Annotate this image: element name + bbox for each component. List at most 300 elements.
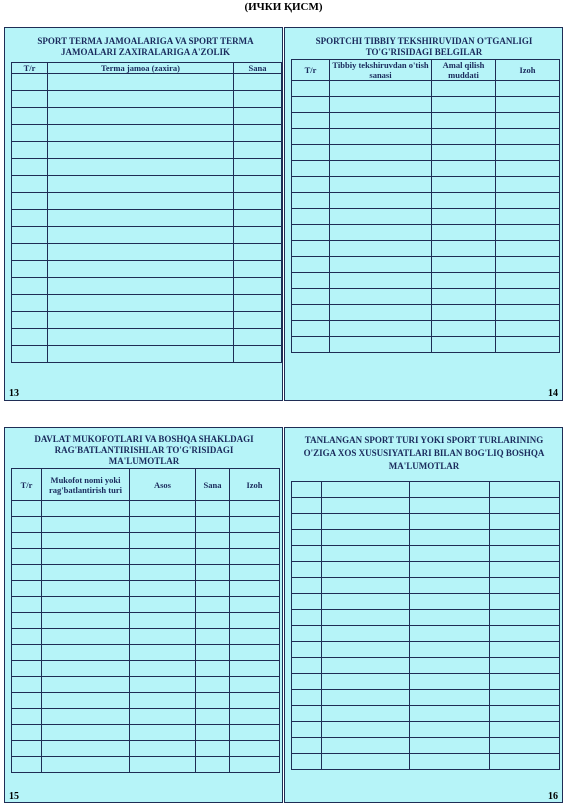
table-cell <box>42 565 130 581</box>
table-row <box>292 722 560 738</box>
table-cell <box>12 159 48 176</box>
col-header-tr: T/r <box>12 469 42 501</box>
table-row <box>292 289 560 305</box>
table-cell <box>330 337 432 353</box>
table-cell <box>42 629 130 645</box>
table-cell <box>292 81 330 97</box>
table-cell <box>48 227 234 244</box>
table-cell <box>432 241 496 257</box>
table-cell <box>292 514 322 530</box>
col-header-award: Mukofot nomi yoki rag'batlantirish turi <box>42 469 130 501</box>
table-cell <box>496 225 560 241</box>
table-row <box>12 533 280 549</box>
table-row <box>292 81 560 97</box>
table-cell <box>292 177 330 193</box>
table-cell <box>234 91 282 108</box>
table-row <box>292 546 560 562</box>
table-cell <box>432 145 496 161</box>
table-row <box>292 337 560 353</box>
table-row <box>12 613 280 629</box>
table-cell <box>490 626 560 642</box>
table-cell <box>234 193 282 210</box>
table-cell <box>234 227 282 244</box>
table-row <box>292 97 560 113</box>
table-row <box>12 91 282 108</box>
table-cell <box>292 706 322 722</box>
table-cell <box>234 278 282 295</box>
table-cell <box>48 142 234 159</box>
table-cell <box>234 312 282 329</box>
table-cell <box>292 738 322 754</box>
table-cell <box>330 97 432 113</box>
table-cell <box>322 722 410 738</box>
table-cell <box>322 482 410 498</box>
table-row <box>12 329 282 346</box>
table-cell <box>432 289 496 305</box>
table-cell <box>42 661 130 677</box>
table-cell <box>292 305 330 321</box>
table-cell <box>410 626 490 642</box>
table-cell <box>322 514 410 530</box>
table-cell <box>292 658 322 674</box>
table-cell <box>12 693 42 709</box>
table-cell <box>42 597 130 613</box>
table-cell <box>292 225 330 241</box>
table-cell <box>292 129 330 145</box>
table-cell <box>292 530 322 546</box>
table-cell <box>230 581 280 597</box>
table-row <box>12 176 282 193</box>
table-cell <box>130 693 196 709</box>
table-cell <box>330 145 432 161</box>
table-cell <box>292 113 330 129</box>
table-cell <box>12 210 48 227</box>
table-cell <box>48 210 234 227</box>
table-cell <box>196 645 230 661</box>
table-row <box>12 501 280 517</box>
table-cell <box>230 517 280 533</box>
table-cell <box>410 706 490 722</box>
table-cell <box>410 642 490 658</box>
table-cell <box>234 244 282 261</box>
table-row <box>12 693 280 709</box>
table-row <box>12 125 282 142</box>
table-cell <box>234 108 282 125</box>
table-cell <box>410 754 490 770</box>
table-cell <box>196 741 230 757</box>
table-cell <box>230 757 280 773</box>
table-row <box>12 709 280 725</box>
table-cell <box>496 273 560 289</box>
table-cell <box>42 533 130 549</box>
page-number-14: 14 <box>548 388 558 399</box>
table-cell <box>12 757 42 773</box>
table-cell <box>292 562 322 578</box>
table-cell <box>322 610 410 626</box>
table-cell <box>196 757 230 773</box>
table-cell <box>410 722 490 738</box>
table-cell <box>12 581 42 597</box>
table-row <box>292 241 560 257</box>
table-row <box>292 626 560 642</box>
table-cell <box>496 193 560 209</box>
table-cell <box>322 594 410 610</box>
table-row <box>292 305 560 321</box>
page-15 <box>4 427 283 803</box>
table-cell <box>410 514 490 530</box>
table-cell <box>490 498 560 514</box>
table-cell <box>292 97 330 113</box>
table-cell <box>230 661 280 677</box>
table-cell <box>322 754 410 770</box>
table-cell <box>130 613 196 629</box>
table-cell <box>196 549 230 565</box>
table-row <box>12 661 280 677</box>
table-row <box>12 227 282 244</box>
table-cell <box>292 145 330 161</box>
table-cell <box>234 295 282 312</box>
table-row <box>292 193 560 209</box>
table-cell <box>410 546 490 562</box>
page-14 <box>284 27 563 401</box>
page-16-title: TANLANGAN SPORT TURI YOKI SPORT TURLARINING O'ZIGA XOS XUSUSIYATLARI BILAN BOG'LIQ BOSHQA MA'LUMOTLAR <box>303 435 545 471</box>
table-cell <box>330 129 432 145</box>
table-cell <box>42 645 130 661</box>
table-row <box>12 581 280 597</box>
table-cell <box>410 530 490 546</box>
table-cell <box>496 145 560 161</box>
table-cell <box>12 91 48 108</box>
table-cell <box>496 97 560 113</box>
table-cell <box>130 677 196 693</box>
table-cell <box>330 289 432 305</box>
table-cell <box>496 129 560 145</box>
table-cell <box>230 629 280 645</box>
table-cell <box>322 546 410 562</box>
table-row <box>292 113 560 129</box>
table-cell <box>130 741 196 757</box>
table-cell <box>292 337 330 353</box>
table-cell <box>292 642 322 658</box>
table-cell <box>234 159 282 176</box>
table-cell <box>496 321 560 337</box>
table-cell <box>12 597 42 613</box>
table-cell <box>12 725 42 741</box>
document-heading: (ИЧКИ ҚИСМ) <box>244 1 323 13</box>
table-cell <box>48 329 234 346</box>
table-cell <box>130 565 196 581</box>
table-cell <box>234 125 282 142</box>
page-13 <box>4 27 283 401</box>
table-cell <box>230 725 280 741</box>
table-cell <box>12 227 48 244</box>
table-cell <box>230 613 280 629</box>
sport-specific-info-table <box>291 481 560 770</box>
table-cell <box>130 501 196 517</box>
table-cell <box>490 722 560 738</box>
table-cell <box>322 498 410 514</box>
table-cell <box>322 738 410 754</box>
table-row <box>292 706 560 722</box>
table-cell <box>410 674 490 690</box>
table-cell <box>292 482 322 498</box>
table-cell <box>432 305 496 321</box>
table-cell <box>322 642 410 658</box>
table-row <box>292 209 560 225</box>
table-cell <box>410 658 490 674</box>
membership-table <box>11 62 282 363</box>
table-cell <box>48 312 234 329</box>
table-cell <box>410 610 490 626</box>
table-cell <box>292 674 322 690</box>
table-cell <box>490 594 560 610</box>
table-cell <box>48 125 234 142</box>
table-cell <box>496 177 560 193</box>
col-header-note: Izoh <box>496 60 560 81</box>
table-cell <box>490 738 560 754</box>
table-row <box>12 142 282 159</box>
col-header-tr: T/r <box>292 60 330 81</box>
table-row <box>12 517 280 533</box>
table-cell <box>432 81 496 97</box>
table-cell <box>410 690 490 706</box>
table-cell <box>130 533 196 549</box>
table-header-row <box>12 469 280 501</box>
table-cell <box>432 129 496 145</box>
table-row <box>292 578 560 594</box>
table-cell <box>42 549 130 565</box>
table-row <box>292 482 560 498</box>
table-cell <box>292 273 330 289</box>
table-header-row <box>12 63 282 74</box>
table-row <box>12 725 280 741</box>
table-cell <box>196 693 230 709</box>
table-row <box>292 658 560 674</box>
table-cell <box>12 741 42 757</box>
table-cell <box>130 581 196 597</box>
table-cell <box>496 289 560 305</box>
table-cell <box>12 501 42 517</box>
table-cell <box>196 501 230 517</box>
table-cell <box>330 257 432 273</box>
table-row <box>292 225 560 241</box>
table-cell <box>234 210 282 227</box>
table-row <box>12 757 280 773</box>
table-cell <box>410 738 490 754</box>
table-cell <box>230 693 280 709</box>
table-cell <box>292 610 322 626</box>
table-cell <box>48 91 234 108</box>
table-cell <box>42 741 130 757</box>
table-cell <box>12 661 42 677</box>
table-cell <box>410 594 490 610</box>
table-cell <box>432 97 496 113</box>
table-row <box>292 738 560 754</box>
table-cell <box>12 261 48 278</box>
table-cell <box>12 295 48 312</box>
table-cell <box>322 658 410 674</box>
table-cell <box>490 546 560 562</box>
table-cell <box>432 193 496 209</box>
table-cell <box>322 530 410 546</box>
table-cell <box>490 530 560 546</box>
table-cell <box>196 565 230 581</box>
table-cell <box>432 273 496 289</box>
table-cell <box>196 709 230 725</box>
table-cell <box>496 81 560 97</box>
table-row <box>12 74 282 91</box>
table-row <box>12 261 282 278</box>
table-cell <box>48 176 234 193</box>
table-cell <box>330 305 432 321</box>
table-cell <box>330 209 432 225</box>
page-14-title: SPORTCHI TIBBIY TEKSHIRUVIDAN O'TGANLIGI TO'G'RISIDAGI BELGILAR <box>315 36 533 57</box>
table-cell <box>12 533 42 549</box>
table-cell <box>12 677 42 693</box>
table-cell <box>234 329 282 346</box>
table-header-row <box>292 60 560 81</box>
table-cell <box>432 161 496 177</box>
table-cell <box>292 193 330 209</box>
table-cell <box>48 159 234 176</box>
col-header-note: Izoh <box>230 469 280 501</box>
table-cell <box>196 533 230 549</box>
table-cell <box>230 533 280 549</box>
table-row <box>12 193 282 210</box>
table-row <box>292 594 560 610</box>
awards-table <box>11 468 280 773</box>
table-cell <box>12 549 42 565</box>
table-row <box>12 278 282 295</box>
table-cell <box>12 565 42 581</box>
table-cell <box>322 674 410 690</box>
table-cell <box>432 177 496 193</box>
table-cell <box>12 142 48 159</box>
table-cell <box>48 193 234 210</box>
table-row <box>12 346 282 363</box>
page-number-16: 16 <box>548 791 558 802</box>
table-cell <box>12 329 48 346</box>
table-cell <box>330 113 432 129</box>
table-cell <box>292 754 322 770</box>
table-row <box>12 244 282 261</box>
table-row <box>292 754 560 770</box>
table-cell <box>42 693 130 709</box>
table-row <box>12 677 280 693</box>
table-cell <box>496 209 560 225</box>
table-cell <box>410 578 490 594</box>
table-row <box>292 498 560 514</box>
table-cell <box>12 709 42 725</box>
table-cell <box>410 562 490 578</box>
table-row <box>292 530 560 546</box>
table-cell <box>292 498 322 514</box>
table-cell <box>234 176 282 193</box>
table-row <box>292 674 560 690</box>
table-cell <box>196 725 230 741</box>
table-cell <box>490 578 560 594</box>
table-cell <box>432 337 496 353</box>
table-cell <box>490 514 560 530</box>
table-row <box>12 629 280 645</box>
table-cell <box>330 161 432 177</box>
table-cell <box>12 645 42 661</box>
table-cell <box>496 161 560 177</box>
table-cell <box>12 125 48 142</box>
table-cell <box>130 549 196 565</box>
col-header-basis: Asos <box>130 469 196 501</box>
table-cell <box>130 725 196 741</box>
table-row <box>12 741 280 757</box>
table-row <box>292 321 560 337</box>
page-15-title: DAVLAT MUKOFOTLARI VA BOSHQA SHAKLDAGI RAG'BATLANTIRISHLAR TO'G'RISIDAGI MA'LUMOTLAR <box>34 434 254 466</box>
table-cell <box>330 321 432 337</box>
table-cell <box>292 594 322 610</box>
table-cell <box>330 193 432 209</box>
table-cell <box>322 626 410 642</box>
table-cell <box>322 562 410 578</box>
table-row <box>12 565 280 581</box>
table-cell <box>490 674 560 690</box>
table-cell <box>196 677 230 693</box>
table-row <box>292 161 560 177</box>
table-cell <box>230 501 280 517</box>
col-header-team: Terma jamoa (zaxira) <box>48 63 234 74</box>
table-cell <box>48 108 234 125</box>
page-16 <box>284 427 563 803</box>
table-cell <box>490 642 560 658</box>
col-header-validity: Amal qilish muddati <box>432 60 496 81</box>
table-row <box>12 210 282 227</box>
table-cell <box>48 74 234 91</box>
table-cell <box>496 257 560 273</box>
table-row <box>292 273 560 289</box>
table-cell <box>48 261 234 278</box>
table-row <box>292 642 560 658</box>
table-cell <box>432 113 496 129</box>
table-row <box>12 645 280 661</box>
table-cell <box>490 562 560 578</box>
table-row <box>292 562 560 578</box>
table-cell <box>322 706 410 722</box>
table-cell <box>12 74 48 91</box>
table-row <box>12 159 282 176</box>
table-cell <box>42 613 130 629</box>
page-number-13: 13 <box>9 388 19 399</box>
table-row <box>12 108 282 125</box>
table-row <box>12 549 280 565</box>
table-cell <box>234 74 282 91</box>
col-header-exam-date: Tibbiy tekshiruvdan o'tish sanasi <box>330 60 432 81</box>
table-cell <box>12 278 48 295</box>
table-cell <box>48 278 234 295</box>
table-cell <box>230 645 280 661</box>
table-cell <box>410 498 490 514</box>
table-cell <box>42 581 130 597</box>
table-cell <box>48 346 234 363</box>
table-cell <box>230 741 280 757</box>
table-cell <box>196 581 230 597</box>
table-cell <box>12 176 48 193</box>
table-cell <box>12 244 48 261</box>
table-cell <box>496 113 560 129</box>
table-cell <box>292 209 330 225</box>
page-13-title: SPORT TERMA JAMOALARIGA VA SPORT TERMA JAMOALARI ZAXIRALARIGA A'ZOLIK <box>37 36 254 57</box>
table-cell <box>12 312 48 329</box>
table-cell <box>42 725 130 741</box>
table-cell <box>12 517 42 533</box>
table-cell <box>42 677 130 693</box>
